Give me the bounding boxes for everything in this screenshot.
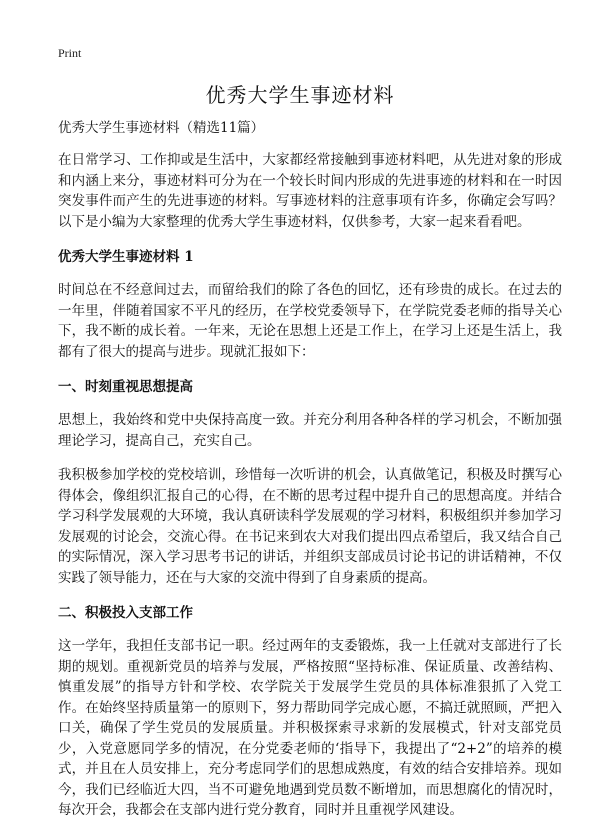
- intro-paragraph: 在日常学习、工作抑或是生活中，大家都经常接触到事迹材料吧，从先进对象的形成和内涵上来分，事迹材料可分为在一个较长时间内形成的先进事迹的材料和在一时因突发事件而产生的先进事迹的材料。写事迹材料的注意事项有许多，你确定会写吗？以下是小编为大家整理的优秀大学生事迹材料，仅供参考，大家一起来看看吧。: [58, 152, 562, 230]
- section-paragraph: 这一学年，我担任支部书记一职。经过两年的支委锻炼，我一上任就对支部进行了长期的规划。重视新党员的培养与发展，严格按照“坚持标准、保证质量、改善结构、慎重发展”的指导方针和学校、农学院关于发展学生党员的具体标准狠抓了入党工作。在始终坚持质量第一的原则下，努力帮助同学完成心愿，不搞迁就照顾，严把入口关，确保了学生党员的发展质量。并积极探索寻求新的发展模式，针对支部党员少，入党意愿同学多的情况，在分党委老师的‘指导下，我提出了“2+2”的培养的模式，并且在人员安排上，充分考虑同学们的思想成熟度，有效的结合安排培养。现如今，我们已经临近大四，当不可避免地遇到党员数不断增加，而思想腐化的情况时，每次开会，我都会在支部内进行党分教育，同时并且重视学风建设。: [58, 638, 562, 818]
- article-heading: 优秀大学生事迹材料 1: [58, 249, 194, 265]
- print-link[interactable]: Print: [58, 46, 82, 60]
- article-paragraph: 时间总在不经意间过去，而留给我们的除了各色的回忆，还有珍贵的成长。在过去的一年里，伴随着国家不平凡的经历，在学校党委领导下，在学院党委老师的指导关心下，我不断的成长着。一年来，无论在思想上还是工作上，在学习上还是生活上，我都有了很大的提高与进步。现就汇报如下：: [58, 282, 562, 360]
- document-subtitle: 优秀大学生事迹材料（精选11篇）: [58, 120, 265, 136]
- section-paragraph: 思想上，我始终和党中央保持高度一致。并充分利用各种各样的学习机会，不断加强理论学习，提高自己，充实自己。: [58, 412, 562, 449]
- document-body: [58, 118, 562, 835]
- section-heading-branch-work: 二、积极投入支部工作: [58, 605, 193, 621]
- document-title: 优秀大学生事迹材料: [205, 83, 395, 107]
- section-paragraph: 我积极参加学校的党校培训，珍惜每一次听讲的机会，认真做笔记，积极及时撰写心得体会，像组织汇报自己的心得，在不断的思考过程中提升自己的思想高度。并结合学习科学发展观的大环境，我认真研读科学发展观的学习材料，积极组织并参加学习发展观的讨论会，交流心得。在书记来到农大对我们提出四点希望后，我又结合自己的实际情况，深入学习思考书记的讲话，并组织支部成员讨论书记的讲话精神，不仅实践了领导能力，还在与大家的交流中得到了自身素质的提高。: [58, 467, 562, 586]
- section-heading-thought: 一、时刻重视思想提高: [58, 379, 193, 395]
